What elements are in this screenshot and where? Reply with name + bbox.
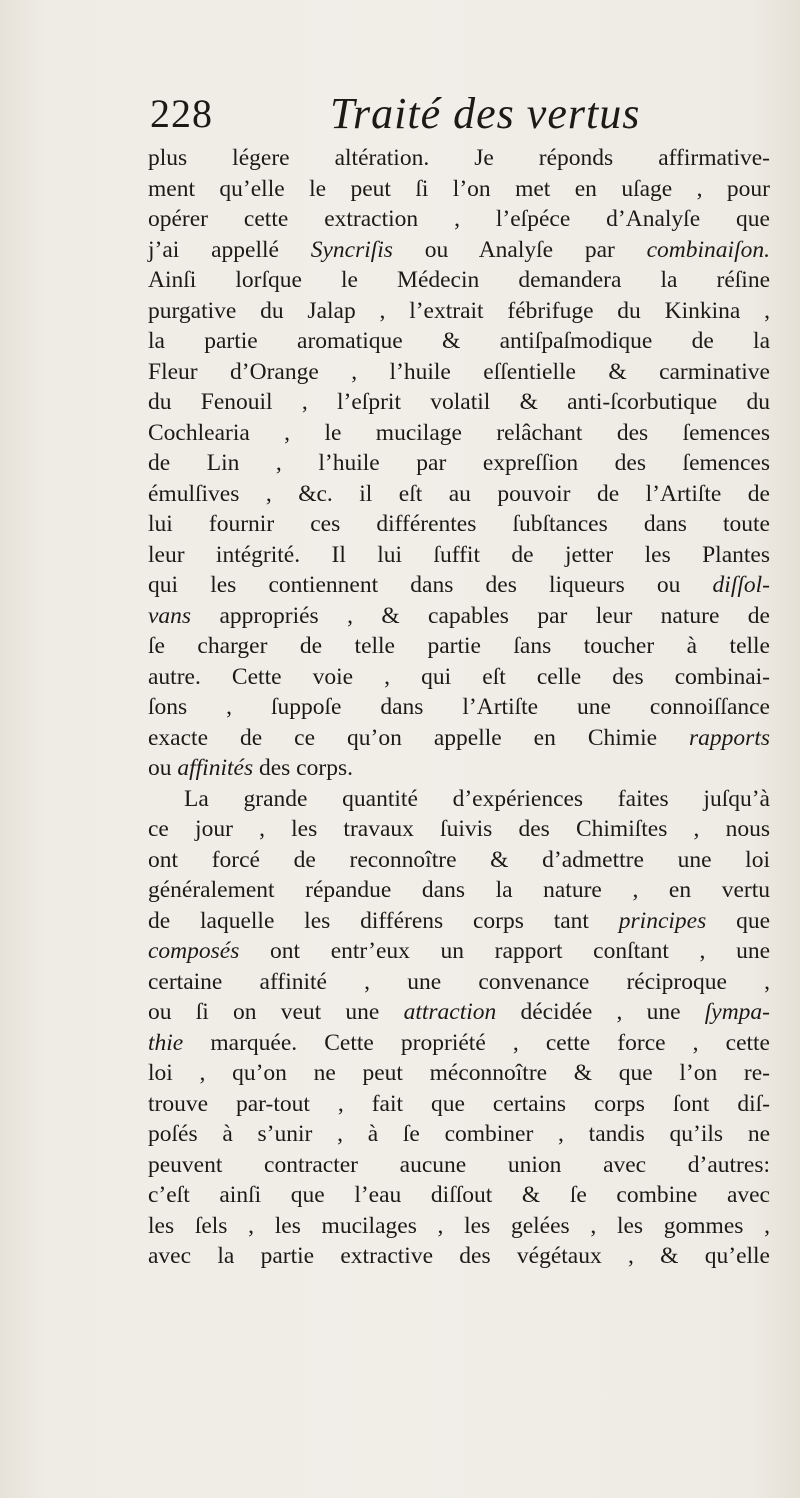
text-run: j’ai appellé [148,236,311,263]
text-line [148,692,770,723]
text-line [148,814,770,845]
text-run: plus légere altération. Je réponds affirmative- [148,145,770,171]
text-run: certaine affinité , une convenance réciproque , [148,968,770,995]
text-line [148,570,770,601]
text-run: des corps. [253,755,353,781]
text-run: ont forcé de reconnoître & d’admettre une loi [148,846,770,873]
text-line [148,265,770,296]
text-run: lui fournir ces différentes ſubſtances dans toute [148,511,770,537]
text-run: La grande quantité d’expériences faites juſqu’à [184,785,770,812]
text-line [148,1089,770,1120]
text-run: décidée , une [496,999,705,1025]
text-line [148,174,770,205]
italic-text: rapports [689,724,770,751]
text-line [148,1211,770,1242]
text-line [148,540,770,571]
text-line [148,418,770,449]
text-run: c’eſt ainſi que l’eau diſſout & ſe combine avec [148,1182,770,1208]
text-run: qui les contiennent dans des liqueurs ou [148,572,713,598]
italic-text: affinités [177,755,254,781]
italic-text: principes [618,907,707,934]
text-run: Ainſi lorſque le Médecin demandera la réſine [148,267,770,293]
text-run: leur intégrité. Il lui ſuffit de jetter les Plantes [148,541,770,568]
text-run: émulſives , &c. il eſt au pouvoir de l’Artiſte de [148,480,770,507]
text-run: trouve par-tout , fait que certains corps ſont diſ- [148,1090,770,1117]
text-run: ſe charger de telle partie ſans toucher à telle [148,633,770,659]
page-number: 228 [150,91,213,136]
text-run: Fleur d’Orange , l’huile eſſentielle & carminative [148,358,770,385]
text-run: ce jour , les travaux ſuivis des Chimiſtes , nous [148,816,770,842]
text-run: du Fenouil , l’eſprit volatil & anti-ſcorbutique du [148,389,770,415]
text-run: exacte de ce qu’on appelle en Chimie [148,724,690,751]
text-run: la partie aromatique & antiſpaſmodique de la [148,328,770,354]
body-text [148,143,770,1272]
text-line [148,662,770,693]
text-line [148,875,770,906]
text-line [148,387,770,418]
text-line [148,753,770,784]
text-run: opérer cette extraction , l’eſpéce d’Analyſe que [148,206,770,232]
text-line [148,235,770,266]
text-line [148,1180,770,1211]
text-run: purgative du Jalap , l’extrait fébrifuge du Kinkina , [148,297,770,324]
text-line [148,448,770,479]
text-line [148,845,770,876]
text-run: ou [148,755,178,781]
text-run: marquée. Cette propriété , cette force , cette [183,1029,770,1056]
text-line [148,296,770,327]
text-run: ment qu’elle le peut ſi l’on met en uſage , pour [148,175,770,202]
text-run: ſons , ſuppoſe dans l’Artiſte une connoiſſance [148,694,770,720]
page-header [150,84,750,144]
text-line [148,479,770,510]
text-run: avec la partie extractive des végétaux , & qu’elle [148,1243,770,1269]
running-title: Traité des vertus [330,89,641,138]
text-line [148,784,770,815]
text-line [148,631,770,662]
italic-text: attraction [403,999,497,1025]
text-run: généralement répandue dans la nature , en vertu [148,877,770,903]
italic-text: Syncriſis [310,236,393,263]
text-run: ou Analyſe par [392,236,647,263]
text-run: appropriés , & capables par leur nature de [191,602,770,629]
italic-text: combinaiſon. [646,236,770,263]
text-line [148,326,770,357]
text-line [148,1028,770,1059]
text-line [148,997,770,1028]
text-run: Cochlearia , le mucilage relâchant des ſemences [148,419,770,446]
text-run: autre. Cette voie , qui eſt celle des combinai- [148,663,770,690]
italic-text: thie [148,1029,184,1056]
text-line [148,509,770,540]
italic-text: composés [148,938,240,964]
text-line [148,143,770,174]
text-line [148,1119,770,1150]
text-run: poſés à s’unir , à ſe combiner , tandis qu’ils ne [148,1121,770,1147]
text-line [148,723,770,754]
text-run: de laquelle les différens corps tant [148,907,619,934]
text-line [148,967,770,998]
italic-text: vans [148,602,192,629]
text-run: ont entr’eux un rapport conſtant , une [239,938,770,964]
text-line [148,906,770,937]
text-line [148,204,770,235]
text-run: loi , qu’on ne peut méconnoître & que l’on re- [148,1060,770,1086]
text-line [148,1058,770,1089]
text-line [148,1241,770,1272]
text-line [148,601,770,632]
text-run: peuvent contracter aucune union avec d’autres: [148,1151,770,1178]
text-line [148,357,770,388]
italic-text: diſſol- [712,572,770,598]
text-line [148,936,770,967]
text-run: les ſels , les mucilages , les gelées , les gommes , [148,1212,770,1239]
text-line [148,1150,770,1181]
text-run: ou ſi on veut une [148,999,404,1025]
text-run: que [706,907,770,934]
italic-text: ſympa- [704,999,770,1025]
text-run: de Lin , l’huile par expreſſion des ſemences [148,450,770,476]
